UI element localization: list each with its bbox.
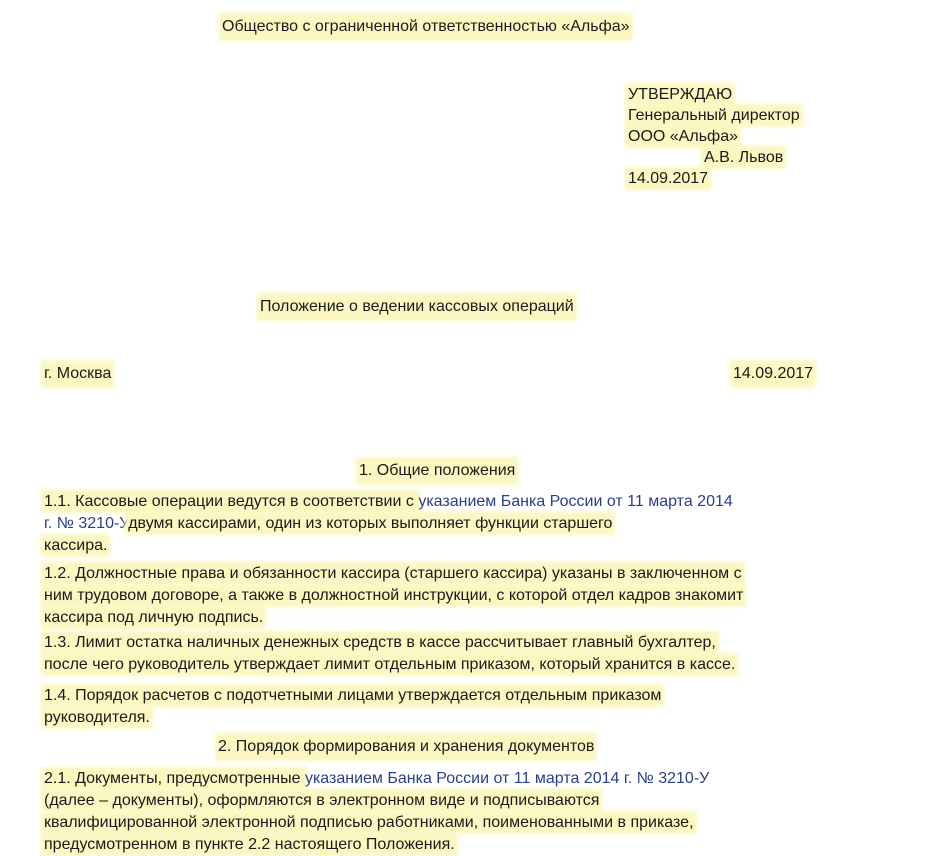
section-1-heading: 1. Общие положения <box>359 460 515 482</box>
document-title: Положение о ведении кассовых операций <box>260 296 574 318</box>
bank-decree-link-2[interactable]: указанием Банка России от 11 марта 2014 г. № 3210-У <box>304 770 710 787</box>
paragraph-2-1 <box>44 768 864 856</box>
p13-line1: 1.3. Лимит остатка наличных денежных средств в кассе рассчитывает главный бухгалтер, <box>44 634 716 651</box>
p21-line1-text: 2.1. Документы, предусмотренные <box>44 770 305 787</box>
document-city: г. Москва <box>44 363 111 385</box>
document-date: 14.09.2017 <box>733 363 813 385</box>
p11-line2-text: двумя кассирами, один из которых выполняет функции старшего <box>128 515 613 532</box>
section-2-heading: 2. Порядок формирования и хранения документов <box>218 736 594 758</box>
organization-name: Общество с ограниченной ответственностью «Альфа» <box>222 16 630 38</box>
p12-line1: 1.2. Должностные права и обязанности кассира (старшего кассира) указаны в заключенном с <box>44 565 742 582</box>
p21-line2: (далее – документы), оформляются в электронном виде и подписываются <box>44 792 600 809</box>
approval-block <box>628 84 800 189</box>
paragraph-1-2 <box>44 563 864 629</box>
p12-line3: кассира под личную подпись. <box>44 609 264 626</box>
p11-line1-text: 1.1. Кассовые операции ведутся в соответствии с <box>44 493 419 510</box>
company-name: ООО «Альфа» <box>628 128 738 145</box>
director-name: А.В. Львов <box>704 149 784 166</box>
approve-label: УТВЕРЖДАЮ <box>628 86 733 103</box>
paragraph-1-1 <box>44 491 864 557</box>
director-position: Генеральный директор <box>628 107 800 124</box>
bank-decree-link-number[interactable]: г. № 3210-У <box>44 515 129 532</box>
p21-line4: предусмотренном в пункте 2.2 настоящего Положения. <box>44 836 455 853</box>
bank-decree-link[interactable]: указанием Банка России от 11 марта 2014 <box>418 493 733 510</box>
p21-line3: квалифицированной электронной подписью работниками, поименованными в приказе, <box>44 814 694 831</box>
p12-line2: ним трудовом договоре, а также в должностной инструкции, с которой отдел кадров знакомит <box>44 587 744 604</box>
paragraph-1-4 <box>44 685 864 729</box>
p14-line1: 1.4. Порядок расчетов с подотчетными лицами утверждается отдельным приказом <box>44 687 662 704</box>
approval-date: 14.09.2017 <box>628 170 709 187</box>
p11-line3-text: кассира. <box>44 537 108 554</box>
p14-line2: руководителя. <box>44 709 150 726</box>
paragraph-1-3 <box>44 632 864 676</box>
p13-line2: после чего руководитель утверждает лимит отдельным приказом, который хранится в кассе. <box>44 656 736 673</box>
